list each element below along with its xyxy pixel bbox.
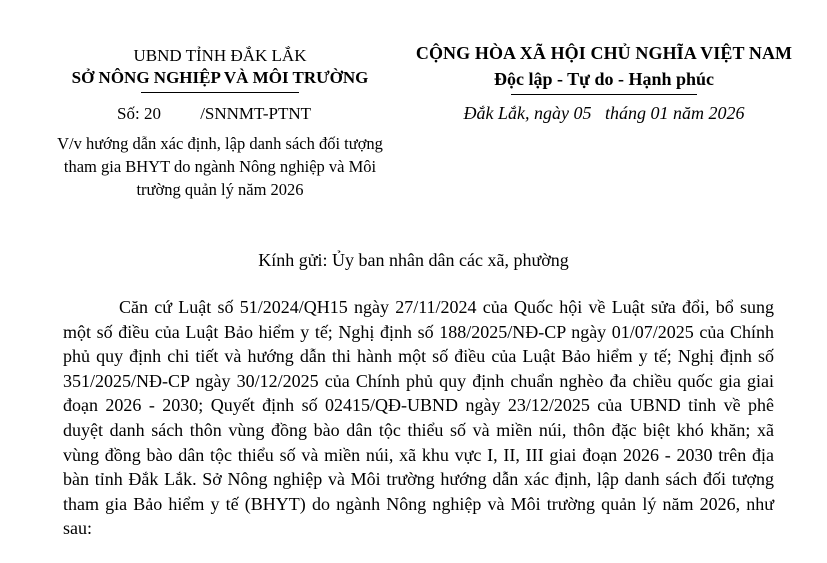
issuing-agency: UBND TỈNH ĐẮK LẮK (133, 46, 307, 65)
national-title: CỘNG HÒA XÃ HỘI CHỦ NGHĨA VIỆT NAM (415, 43, 793, 63)
doc-number-label: Số: (117, 104, 140, 123)
motto-underline (511, 94, 697, 95)
recipient-line: Kính gửi: Ủy ban nhân dân các xã, phường (258, 250, 569, 270)
national-motto: Độc lập - Tự do - Hạnh phúc (493, 69, 715, 89)
dateline: Đắk Lắk, ngày 05 tháng 01 năm 2026 (463, 103, 745, 123)
document-number (117, 104, 311, 124)
issuing-department: SỞ NÔNG NGHIỆP VÀ MÔI TRƯỜNG (71, 68, 369, 87)
document-subject: V/v hướng dẫn xác định, lập danh sách đối tượng tham gia BHYT do ngành Nông nghiệp và Môi trường quản lý năm 2026 (57, 134, 383, 199)
doc-number-code: /SNNMT-PTNT (200, 104, 312, 123)
doc-number-value: 20 (143, 104, 161, 123)
department-underline (141, 92, 299, 93)
body-paragraph: Căn cứ Luật số 51/2024/QH15 ngày 27/11/2024 của Quốc hội về Luật sửa đổi, bổ sung một số điều của Luật Bảo hiểm y tế; Nghị định số 188/2025/NĐ-CP ngày 01/07/2025 của Chính phủ quy định chi tiết và hướng dẫn thi hành một số điều của Luật Bảo hiểm y tế; Nghị định số 351/2025/NĐ-CP ngày 30/12/2025 của Chính phủ quy định chuẩn nghèo đa chiều quốc gia giai đoạn 2026 - 2030; Quyết định số 02415/QĐ-UBND ngày 23/12/2025 của UBND tỉnh về phê duyệt danh sách thôn vùng đồng bào dân tộc thiểu số và miền núi, thôn đặc biệt khó khăn; xã vùng đồng bào dân tộc thiểu số và miền núi, xã khu vực I, II, III giai đoạn 2026 - 2030 trên địa bàn tỉnh Đắk Lắk. Sở Nông nghiệp và Môi trường hướng dẫn xác định, lập danh sách đối tượng tham gia Bảo hiểm y tế (BHYT) do ngành Nông nghiệp và Môi trường quản lý năm 2026, như sau: (63, 297, 774, 539)
